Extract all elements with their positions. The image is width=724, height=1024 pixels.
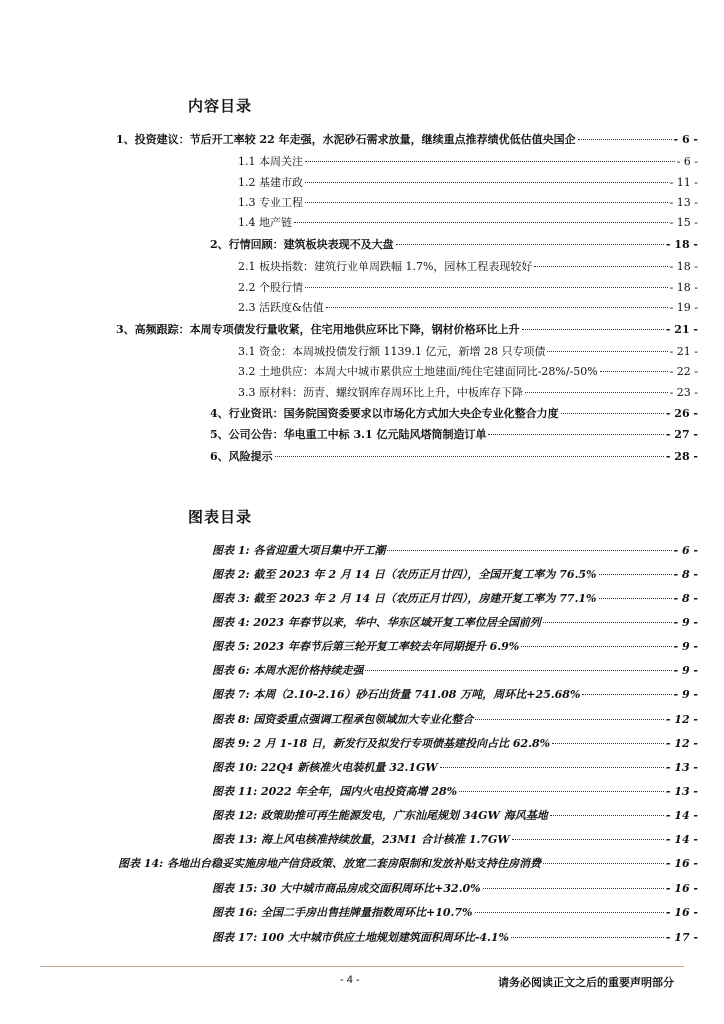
figure-entry[interactable] [212,662,698,678]
toc-entry[interactable] [116,131,698,147]
toc-entry-title: 5、公司公告：华电重工中标 3.1 亿元陆风塔筒制造订单 [210,428,487,441]
toc-entry-title: 1.4 地产链 [238,216,292,229]
toc-entry-page: - 23 - [669,386,698,399]
toc-entry-page: - 11 - [669,176,698,189]
toc-entry-title: 3.2 土地供应：本周大中城市累供应土地建面/纯住宅建面同比-28%/-50% [238,365,598,378]
toc-entry-title: 1.1 本周关注 [238,155,303,168]
toc-entry-title: 4、行业资讯：国务院国资委要求以市场化方式加大央企专业化整合力度 [210,407,559,420]
dot-leader [475,912,664,913]
dot-leader [387,550,671,551]
figure-entry-page: - 9 - [673,688,698,701]
figure-entry[interactable] [212,831,698,847]
dot-leader [305,182,668,183]
dot-leader [543,863,664,864]
figure-entry-page: - 16 - [665,882,698,895]
dot-leader [547,351,667,352]
figure-entry-title: 图表 10: 22Q4 新核准火电装机量 32.1GW [212,761,438,774]
figure-entry-page: - 13 - [665,785,698,798]
figure-entry[interactable] [212,542,698,558]
figure-entry[interactable] [212,686,698,702]
figure-entry-page: - 12 - [665,737,698,750]
toc-entry-title: 1、投资建议：节后开工率较 22 年走强，水泥砂石需求放量，继续重点推荐绩优低估值央国企 [116,133,576,146]
figure-entry[interactable] [212,638,698,654]
toc-entry-title: 3.3 原材料：沥青、螺纹钢库存周环比上升，中板库存下降 [238,386,523,399]
figure-entry-page: - 9 - [673,664,698,677]
figure-entry-title: 图表 11: 2022 年全年，国内火电投资高增 28% [212,785,458,798]
dot-leader [512,839,664,840]
toc-entry-page: - 15 - [669,216,698,229]
figure-entry[interactable] [212,711,698,727]
figure-entry-page: - 8 - [673,568,698,581]
figure-entry-page: - 6 - [673,544,698,557]
figure-entry[interactable] [212,904,698,920]
figure-entry-page: - 16 - [665,906,698,919]
toc-entry-page: - 6 - [673,133,698,146]
dot-leader [275,456,664,457]
toc-entry-page: - 21 - [669,345,698,358]
dot-leader [561,413,664,414]
figure-entry-title: 图表 2: 截至 2023 年 2 月 14 日（农历正月廿四），全国开复工率为 76.5% [212,568,597,581]
figure-entry[interactable] [212,614,698,630]
figure-entry-title: 图表 14: 各地出台稳妥实施房地产信贷政策、放宽二套房限制和发放补贴支持住房消费 [118,857,542,870]
dot-leader [521,646,671,647]
toc-entry-title: 1.3 专业工程 [238,196,303,209]
dot-leader [294,222,668,223]
toc-entry-page: - 18 - [665,238,698,251]
dot-leader [475,719,664,720]
figure-entry-page: - 12 - [665,713,698,726]
dot-leader [543,622,672,623]
dot-leader [582,694,671,695]
toc-entry-page: - 27 - [665,428,698,441]
toc-entry[interactable] [210,426,698,442]
toc-entry-page: - 13 - [669,196,698,209]
figure-entry[interactable] [212,880,698,896]
toc-entry-page: - 18 - [669,260,698,273]
figure-entry[interactable] [212,735,698,751]
toc-entry-page: - 19 - [669,301,698,314]
toc-entry[interactable] [238,153,698,169]
toc-entry[interactable] [238,214,698,230]
dot-leader [600,371,668,372]
figure-entry[interactable] [212,783,698,799]
figure-entry-title: 图表 17: 100 大中城市供应土地规划建筑面积周环比-4.1% [212,931,509,944]
figure-entry[interactable] [212,566,698,582]
dot-leader [459,791,664,792]
dot-leader [552,743,664,744]
toc-entry-title: 2.1 板块指数：建筑行业单周跌幅 1.7%，园林工程表现较好 [238,260,533,273]
toc-entry-title: 2.3 活跃度&估值 [238,301,324,314]
figure-entry-page: - 14 - [665,809,698,822]
toc-entry-title: 3、高频跟踪：本周专项债发行量收紧，住宅用地供应环比下降，钢材价格环比上升 [116,323,520,336]
toc-entry[interactable] [238,258,698,274]
toc-entry-page: - 28 - [665,450,698,463]
figure-entry-page: - 9 - [673,640,698,653]
dot-leader [488,434,663,435]
toc-entry-page: - 22 - [669,365,698,378]
toc-entry-title: 2、行情回顾：建筑板块表现不及大盘 [210,238,394,251]
toc-entry[interactable] [238,279,698,295]
toc-entry[interactable] [238,194,698,210]
figure-entry-title: 图表 4: 2023 年春节以来，华中、华东区域开复工率位居全国前列 [212,616,541,629]
figure-entry-title: 图表 12: 政策助推可再生能源发电，广东汕尾规划 34GW 海风基地 [212,809,548,822]
dot-leader [305,287,668,288]
toc-entry-title: 2.2 个股行情 [238,281,303,294]
figure-entry-page: - 17 - [665,931,698,944]
figure-entry-title: 图表 15: 30 大中城市商品房成交面积周环比+32.0% [212,882,481,895]
figure-entry-page: - 14 - [665,833,698,846]
figure-entry-page: - 9 - [673,616,698,629]
toc-entry-page: - 26 - [665,407,698,420]
dot-leader [305,161,675,162]
dot-leader [522,329,664,330]
dot-leader [525,392,668,393]
dot-leader [599,574,672,575]
figure-entry-title: 图表 8: 国资委重点强调工程承包领域加大专业化整合 [212,713,474,726]
toc-entry[interactable] [238,363,698,379]
dot-leader [396,244,664,245]
dot-leader [550,815,664,816]
dot-leader [534,266,667,267]
toc-entry[interactable] [238,299,698,315]
figure-entry-title: 图表 16: 全国二手房出售挂牌量指数周环比+10.7% [212,906,473,919]
disclaimer-note: 请务必阅读正文之后的重要声明部分 [498,976,674,989]
figure-entry-title: 图表 7: 本周（2.10-2.16）砂石出货量 741.08 万吨，周环比+25.68% [212,688,581,701]
dot-leader [599,598,672,599]
toc-entry[interactable] [238,343,698,359]
toc-entry[interactable] [210,448,698,464]
dot-leader [440,767,664,768]
figure-entry[interactable] [212,807,698,823]
toc-heading: 内容目录 [188,97,253,115]
dot-leader [326,307,668,308]
toc-entry[interactable] [116,321,698,337]
toc-entry[interactable] [210,236,698,252]
figure-entry-title: 图表 3: 截至 2023 年 2 月 14 日（农历正月廿四），房建开复工率为 77.1% [212,592,597,605]
page-number: - 4 - [340,974,360,986]
footer-divider [40,966,684,967]
figure-entry-title: 图表 6: 本周水泥价格持续走强 [212,664,364,677]
figure-entry[interactable] [212,929,698,945]
toc-entry[interactable] [238,174,698,190]
figure-entry-page: - 13 - [665,761,698,774]
toc-entry[interactable] [238,384,698,400]
toc-entry-title: 1.2 基建市政 [238,176,303,189]
toc-entry-title: 3.1 资金：本周城投债发行额 1139.1 亿元，新增 28 只专项债 [238,345,546,358]
toc-entry-page: - 21 - [665,323,698,336]
dot-leader [365,670,671,671]
figure-entry[interactable] [118,855,698,871]
figure-entry[interactable] [212,590,698,606]
figure-entry[interactable] [212,759,698,775]
toc-entry[interactable] [210,405,698,421]
dot-leader [305,202,668,203]
dot-leader [578,139,672,140]
toc-entry-title: 6、风险提示 [210,450,273,463]
figure-list-heading: 图表目录 [188,508,253,526]
dot-leader [511,937,664,938]
figure-entry-title: 图表 1: 各省迎重大项目集中开工潮 [212,544,386,557]
figure-entry-title: 图表 5: 2023 年春节后第三轮开复工率较去年同期提升 6.9% [212,640,520,653]
dot-leader [483,888,664,889]
figure-entry-page: - 8 - [673,592,698,605]
figure-entry-title: 图表 9: 2 月 1-18 日，新发行及拟发行专项债基建投向占比 62.8% [212,737,551,750]
figure-entry-title: 图表 13: 海上风电核准持续放量，23M1 合计核准 1.7GW [212,833,510,846]
toc-entry-page: - 18 - [669,281,698,294]
toc-entry-page: - 6 - [676,155,698,168]
figure-entry-page: - 16 - [665,857,698,870]
